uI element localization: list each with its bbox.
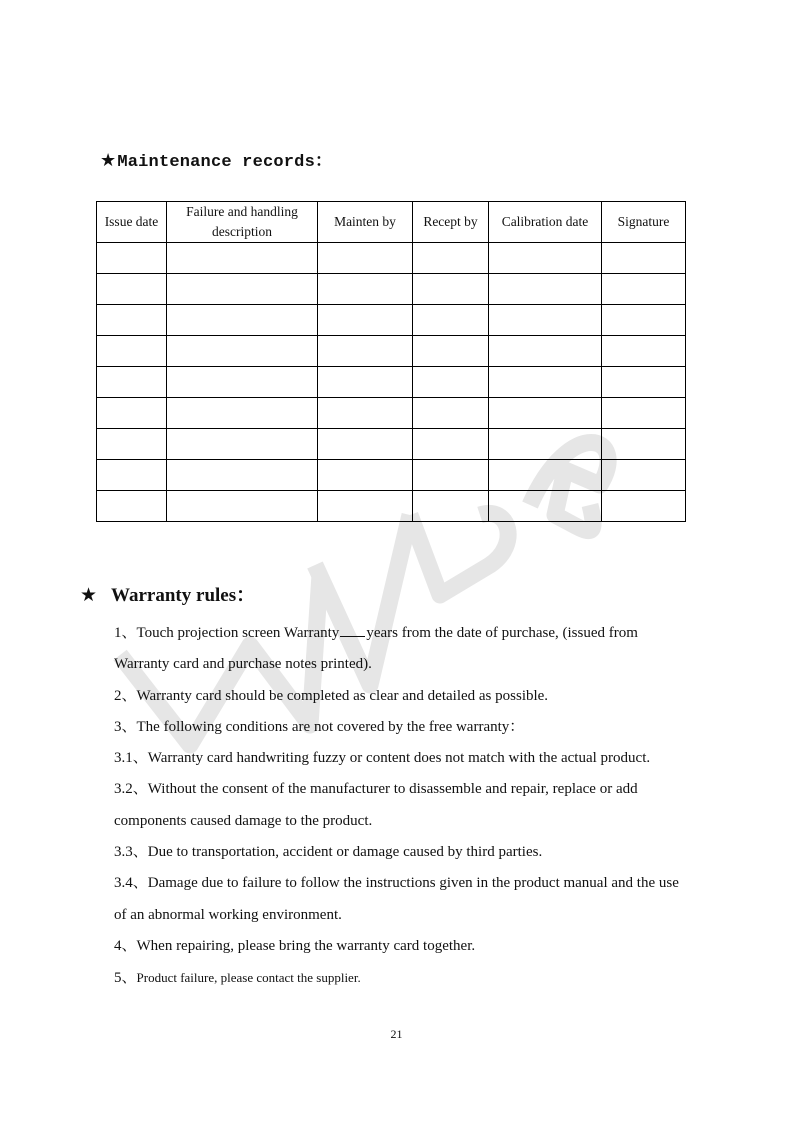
table-cell[interactable]: [318, 274, 413, 305]
table-cell[interactable]: [489, 491, 602, 522]
table-cell[interactable]: [97, 367, 167, 398]
table-cell[interactable]: [318, 491, 413, 522]
star-icon: ★: [100, 150, 117, 171]
warranty-rules-list: [114, 618, 729, 995]
table-cell[interactable]: [413, 491, 489, 522]
rule-3-4: 3.4、Damage due to failure to follow the instructions given in the product manual and the use: [114, 875, 679, 892]
maintenance-records-table: [96, 201, 686, 522]
table-cell[interactable]: [318, 305, 413, 336]
table-cell[interactable]: [489, 398, 602, 429]
maintenance-records-heading: [100, 146, 332, 172]
rule-2: 2、Warranty card should be completed as clear and detailed as possible.: [114, 687, 549, 704]
header-calibration-date: Calibration date: [489, 202, 602, 243]
warranty-rules-heading: [80, 580, 255, 607]
table-cell[interactable]: [97, 305, 167, 336]
header-failure-description: Failure and handling description: [167, 202, 318, 243]
table-row: [97, 460, 686, 491]
table-cell[interactable]: [318, 398, 413, 429]
table-cell[interactable]: [318, 336, 413, 367]
table-cell[interactable]: [413, 243, 489, 274]
table-cell[interactable]: [97, 429, 167, 460]
table-header-row: [97, 202, 686, 243]
rule-3-2-continued: components caused damage to the product.: [114, 812, 373, 829]
table-cell[interactable]: [489, 274, 602, 305]
rule-1: [114, 618, 729, 649]
warranty-rules-title: Warranty rules：: [111, 585, 256, 606]
table-cell[interactable]: [318, 460, 413, 491]
warranty-years-blank: [340, 623, 365, 637]
rule-5: [114, 962, 729, 994]
table-row: [97, 491, 686, 522]
table-cell[interactable]: [318, 429, 413, 460]
table-cell[interactable]: [602, 243, 686, 274]
table-row: [97, 305, 686, 336]
rule-3-3: 3.3、Due to transportation, accident or damage caused by third parties.: [114, 844, 543, 861]
maintenance-records-title: Maintenance records：: [117, 153, 333, 172]
table-cell[interactable]: [413, 336, 489, 367]
table-cell[interactable]: [318, 367, 413, 398]
table-cell[interactable]: [602, 429, 686, 460]
table-row: [97, 429, 686, 460]
table-cell[interactable]: [602, 491, 686, 522]
page-number: 21: [390, 1027, 403, 1041]
table-cell[interactable]: [489, 336, 602, 367]
table-row: [97, 243, 686, 274]
table-cell[interactable]: [97, 243, 167, 274]
table-cell[interactable]: [167, 336, 318, 367]
rule-1-text-b: years from the date of purchase, (issued from: [366, 625, 638, 641]
table-cell[interactable]: [489, 429, 602, 460]
table-row: [97, 274, 686, 305]
rule-1-continued: Warranty card and purchase notes printed).: [114, 656, 372, 673]
table-cell[interactable]: [413, 398, 489, 429]
table-cell[interactable]: [602, 460, 686, 491]
rule-3-4-continued: of an abnormal working environment.: [114, 906, 342, 923]
table-cell[interactable]: [602, 336, 686, 367]
table-cell[interactable]: [489, 367, 602, 398]
table-cell[interactable]: [602, 274, 686, 305]
table-cell[interactable]: [167, 398, 318, 429]
table-cell[interactable]: [167, 460, 318, 491]
header-mainten-by: Mainten by: [318, 202, 413, 243]
header-signature: Signature: [602, 202, 686, 243]
table-cell[interactable]: [602, 367, 686, 398]
table-cell[interactable]: [97, 336, 167, 367]
table-cell[interactable]: [489, 460, 602, 491]
table-cell[interactable]: [167, 305, 318, 336]
star-icon: ★: [80, 584, 98, 606]
rule-3: 3、The following conditions are not covered by the free warranty：: [114, 718, 525, 735]
table-cell[interactable]: [602, 398, 686, 429]
table-row: [97, 336, 686, 367]
header-issue-date: Issue date: [97, 202, 167, 243]
header-recept-by: Recept by: [413, 202, 489, 243]
table-cell[interactable]: [167, 367, 318, 398]
table-cell[interactable]: [167, 491, 318, 522]
table-cell[interactable]: [413, 429, 489, 460]
rule-1-text-a: 1、Touch projection screen Warranty: [114, 625, 340, 641]
table-body: [97, 243, 686, 522]
table-cell[interactable]: [602, 305, 686, 336]
table-cell[interactable]: [167, 243, 318, 274]
table-row: [97, 367, 686, 398]
rule-4: 4、When repairing, please bring the warranty card together.: [114, 937, 476, 954]
table-cell[interactable]: [318, 243, 413, 274]
table-cell[interactable]: [97, 274, 167, 305]
table-cell[interactable]: [413, 305, 489, 336]
table-cell[interactable]: [489, 305, 602, 336]
table-cell[interactable]: [489, 243, 602, 274]
rule-5-prefix: 5、: [114, 970, 137, 987]
table-cell[interactable]: [97, 398, 167, 429]
table-cell[interactable]: [413, 367, 489, 398]
table-cell[interactable]: [413, 274, 489, 305]
rule-5-text: Product failure, please contact the supplier.: [136, 970, 361, 986]
table-row: [97, 398, 686, 429]
table-cell[interactable]: [413, 460, 489, 491]
rule-3-1: 3.1、Warranty card handwriting fuzzy or content does not match with the actual product.: [114, 750, 651, 767]
table-cell[interactable]: [97, 460, 167, 491]
rule-3-2: 3.2、Without the consent of the manufacturer to disassemble and repair, replace or add: [114, 781, 638, 798]
table-cell[interactable]: [167, 274, 318, 305]
table-cell[interactable]: [167, 429, 318, 460]
table-cell[interactable]: [97, 491, 167, 522]
